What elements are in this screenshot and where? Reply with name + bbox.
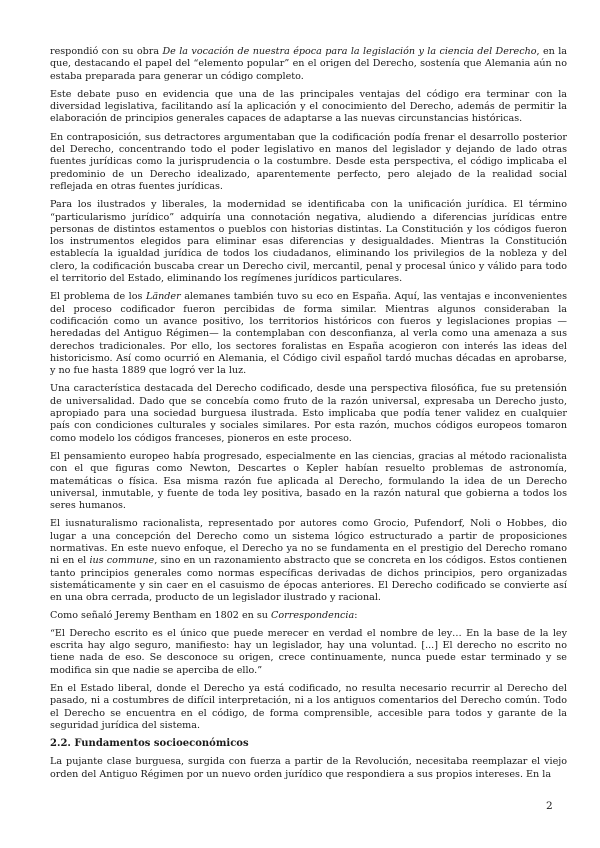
book-title: De la vocación de nuestra época para la legislación y la ciencia del Derecho — [162, 46, 537, 57]
paragraph — [50, 291, 567, 377]
text-span: , sino en un razonamiento abstracto que se concreta en los códigos. Estos contienen tanto principios generales como normas específicas derivadas de dichos principios, pero organizadas sistemáticamente y sin caer en el casuismo de épocas anteriores. El Derecho codificado se convierte así en una obra cerrada, producto de un legislador ilustrado y racional. — [50, 555, 567, 604]
paragraph: La pujante clase burguesa, surgida con fuerza a partir de la Revolución, necesitaba reemplazar el viejo orden del Antiguo Régimen por un nuevo orden jurídico que respondiera a sus propios intereses. En la — [50, 756, 567, 780]
italic-term: Länder — [145, 291, 181, 303]
paragraph: Una característica destacada del Derecho codificado, desde una perspectiva filosófica, fue su pretensión de universalidad. Dado que se concebía como fruto de la razón universal, expresaba un Derecho justo, apropiado para una sociedad burguesa ilustrada. Esto implicaba que podía tener validez en cualquier país con condiciones culturales y sociales similares. Por esta razón, muchos códigos europeos tomaron como modelo los códigos franceses, pioneros en este proceso. — [50, 383, 567, 444]
text-span: : — [354, 610, 358, 622]
text-span: Como señaló Jeremy Bentham en 1802 en su — [50, 610, 272, 622]
text-span: , en la que, destacando el papel del “elemento popular” en el origen del Derecho, sostenía que Alemania aún no estaba preparada para generar un código completo. — [50, 46, 568, 82]
page-number: 2 — [546, 800, 553, 812]
paragraph — [50, 518, 567, 604]
book-title: Correspondencia — [271, 610, 355, 622]
text-span: El iusnaturalismo racionalista, representado por autores como Grocio, Pufendorf, Noli o Hobbes, dio lugar a una concepción del Derecho como un sistema lógico estructurado a partir de proposiciones normativas. En este nuevo enfoque, el Derecho ya no se fundamenta en el prestigio del Derecho romano ni en el — [50, 518, 567, 567]
section-heading: 2.2. Fundamentos socioeconómicos — [50, 738, 249, 750]
paragraph — [50, 610, 567, 622]
paragraph — [50, 46, 567, 83]
paragraph: En el Estado liberal, donde el Derecho ya está codificado, no resulta necesario recurrir al Derecho del pasado, ni a costumbres de difícil interpretación, ni a los antiguos comentarios del Derecho común. Todo el Derecho se encuentra en el código, de forma comprensible, accesible para todos y garante de la seguridad jurídica del sistema. — [50, 682, 567, 731]
italic-term: ius commune — [89, 555, 155, 567]
text-span: respondió con su obra — [50, 46, 163, 57]
block-quote: “El Derecho escrito es el único que puede merecer en verdad el nombre de ley… En la base de la ley escrita hay algo seguro, manifiesto: hay un legislador, hay una voluntad. [...] El derecho no escrito no tiene nada de eso. Se desconoce su origen, crece continuamente, nunca puede estar terminado y se modifica sin que nadie se aperciba de ello.” — [50, 627, 567, 676]
paragraph: Para los ilustrados y liberales, la modernidad se identificaba con la unificación jurídica. El término “particularismo jurídico” adquiría una connotación negativa, aludiendo a diferencias jurídicas entre personas de distintos estamentos o pueblos con historias distintas. La Constitución y los códigos fueron los instrumentos elegidos para eliminar esas diferencias y desigualdades. Mientras la Constitución establecía la igualdad jurídica de todos los ciudadanos, eliminando los privilegios de la nobleza y del clero, la codificación buscaba crear un Derecho civil, mercantil, penal y procesal único y válido para todo el territorio del Estado, eliminando los regímenes jurídicos particulares. — [50, 199, 567, 285]
document-page — [50, 46, 567, 787]
text-span: alemanes también tuvo su eco en España. Aquí, las ventajas e inconvenientes del proceso codificador fueron percibidas de forma similar. Mientras algunos consideraban la codificación como un avance positivo, los territorios históricos con fueros y legislaciones propias —heredadas del Antiguo Régimen— la contemplaban con desconfianza, al verla como una amenaza a sus derechos tradicionales. Por ello, los sectores foralistas en España acogieron con interés las ideas del historicismo. Así como ocurrió en Alemania, el Código civil español tardó muchas décadas en aprobarse, y no fue hasta 1889 que logró ver la luz. — [50, 291, 567, 377]
paragraph: El pensamiento europeo había progresado, especialmente en las ciencias, gracias al método racionalista con el que figuras como Newton, Descartes o Kepler habían resuelto problemas de astronomía, matemáticas o física. Esa misma razón fue aplicada al Derecho, formulando la idea de un Derecho universal, inmutable, y fuente de toda ley positiva, basado en la razón natural que gobierna a todos los seres humanos. — [50, 450, 567, 512]
paragraph: Este debate puso en evidencia que una de las principales ventajas del código era terminar con la diversidad legislativa, facilitando así la aplicación y el conocimiento del Derecho, además de permitir la elaboración de principios generales capaces de adaptarse a las nuevas circunstancias históricas. — [50, 88, 567, 125]
paragraph: En contraposición, sus detractores argumentaban que la codificación podía frenar el desarrollo posterior del Derecho, concentrando todo el poder legislativo en manos del legislador y dejando de lado otras fuentes jurídicas como la jurisprudencia o la costumbre. Desde esta perspectiva, el código implicaba el predominio de un Derecho idealizado, aparentemente perfecto, pero alejado de la realidad social reflejada en otras fuentes jurídicas. — [50, 131, 567, 192]
text-span: El problema de los — [50, 291, 146, 303]
